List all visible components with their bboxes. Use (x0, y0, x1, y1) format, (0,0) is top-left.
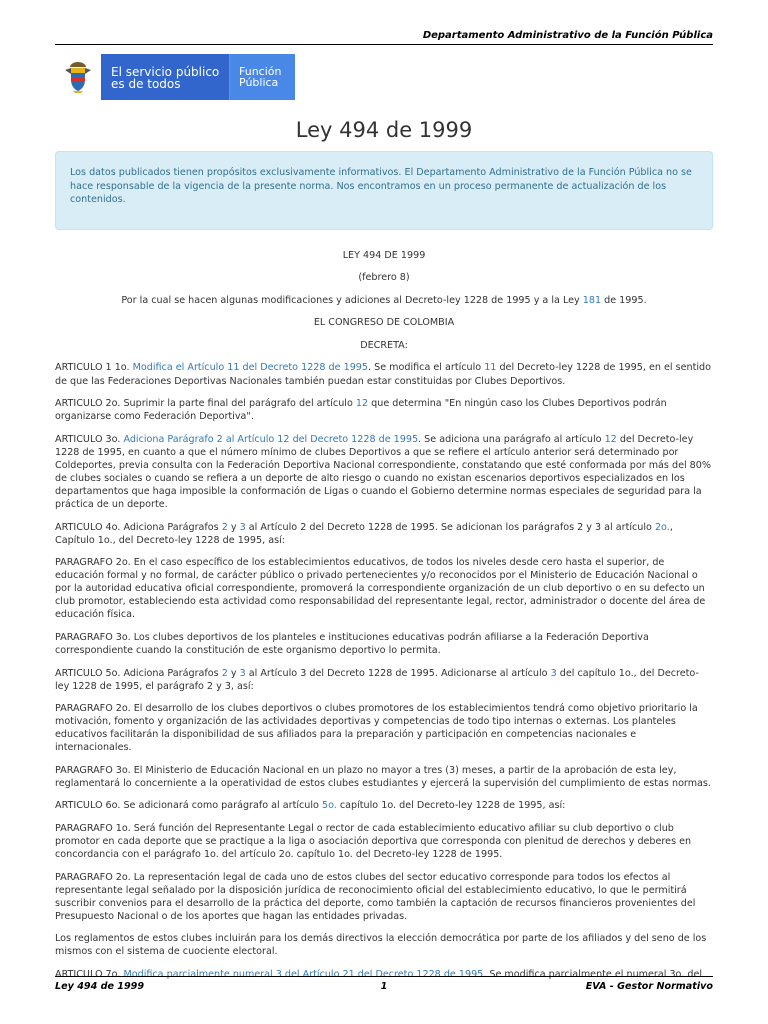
article-3-addition-link[interactable]: Adiciona Parágrafo 2 al Artículo 12 del Decreto 1228 de 1995 (123, 433, 419, 445)
article-5o-link[interactable]: 5o. (321, 800, 337, 812)
page-header (55, 29, 713, 45)
ley-181-link[interactable]: 181 (582, 294, 602, 306)
article-11-link[interactable]: 11 (484, 362, 497, 374)
law-heading: LEY 494 DE 1999 (342, 250, 426, 261)
reglamentos-paragraph: Los reglamentos de estos clubes incluirán para los demás directivos la elección democrática por parte de los afiliados y del seno de los mismos con el sistema de cuociente electoral. (55, 933, 707, 958)
article-5: ARTICULO 5o. Adiciona Parágrafos 2 y 3 al Artículo 3 del Decreto 1228 de 1995. Adicionarse al artículo 3 del capítulo 1o., del Decreto-ley 1228 de 1995, el parágrafo 2 y 3, así: (55, 667, 699, 692)
brand-block (229, 54, 295, 100)
logo (55, 54, 295, 100)
article-3-link[interactable]: 3 (550, 667, 557, 679)
article-2o-link[interactable]: 2o. (654, 521, 670, 533)
slogan-block (101, 54, 229, 100)
article-1: ARTICULO 1 1o. Modifica el Artículo 11 del Decreto 1228 de 1995. Se modifica el artículo 11 del Decreto-ley 1228 de 1995, en el sentido de que las Federaciones Deportivas Nacionales también puedan estar constituidas por Clubes Deportivos. (55, 362, 711, 387)
article-12-link[interactable]: 12 (355, 398, 369, 409)
brand-line-1: Función (239, 65, 282, 78)
paragrafo-6-1: PARAGRAFO 1o. Será función del Representante Legal o rector de cada establecimiento educativo afiliar su club deportivo o club promotor en cada deporte que se practique a la liga o asociación deportiva que corresponda con plenitud de derechos y deberes en concordancia con el parágrafo 1o. del artículo 2o. capítulo 1o. del Decreto-ley 1228 de 1995. (55, 822, 692, 861)
footer-system-name: EVA - Gestor Normativo (585, 981, 713, 992)
article-3: ARTICULO 3o. Adiciona Parágrafo 2 al Artículo 12 del Decreto 1228 de 1995. Se adiciona una parágrafo al artículo 12 del Decreto-ley 1228 de 1995, en cuanto a que el número mínimo de clubes Deportivos a que se refiere el artículo anterior será determinado por Coldeportes, previa consulta con la Federación Deportiva Nacional correspondiente, constatando que esté conformada por más del 80% de clubes sociales o cuando se refiera a un deporte de alto riesgo o cuando no existan escenarios deportivos especializados en los departamentos que haga imposible la conformación de Ligas o cuando el Gobierno determine normas especiales de seguridad para la práctica de un deporte. (55, 433, 712, 511)
document-body (55, 249, 713, 990)
article-4: ARTICULO 4o. Adiciona Parágrafos 2 y 3 al Artículo 2 del Decreto 1228 de 1995. Se adicionan los parágrafos 2 y 3 al artículo 2o., Capítulo 1o., del Decreto-ley 1228 de 1995, así: (55, 521, 673, 546)
article-12-link-2[interactable]: 12 (604, 433, 617, 445)
law-description: Por la cual se hacen algunas modificaciones y adiciones al Decreto-ley 1228 de 1995 y a la Ley 181 de 1995. (121, 294, 647, 306)
paragrafo-2-link[interactable]: 2 (221, 521, 228, 533)
decreta-heading: DECRETA: (360, 339, 408, 351)
info-notice: Los datos publicados tienen propósitos exclusivamente informativos. El Departamento Administrativo de la Función Pública no se hace responsable de la vigencia de la presente norma. Nos encontramos en un proceso permanente de actualización de los contenidos. (55, 151, 713, 230)
slogan-line-1: El servicio público (111, 65, 220, 79)
paragrafo-3-link[interactable]: 3 (239, 521, 246, 533)
coat-of-arms-icon (55, 54, 101, 100)
paragrafo-4-2: PARAGRAFO 2o. En el caso específico de los establecimientos educativos, de todos los niveles desde cero hasta el superior, de educación formal y no formal, de carácter público o privado pertenecientes y/o reconocidos por el Ministerio de Educación Nacional o por la autoridad educativa oficial correspondiente, promoverá la correspondiente organización de un club deportivo o en su defecto un club promotor, estableciendo esta actividad como responsabilidad del representante legal, rector, administrador o docente del área de educación física. (55, 557, 706, 621)
department-name: Departamento Administrativo de la Función Pública (422, 30, 713, 41)
page-title: Ley 494 de 1999 (295, 118, 473, 142)
paragrafo-6-2: PARAGRAFO 2o. La representación legal de cada uno de estos clubes del sector educativo corresponde para todos los efectos al representante legal señalado por la disposición jurídica de reconocimiento oficial del establecimiento educativo, lo que le permitirá suscribir convenios para el desarrollo de la práctica del deporte, como también la captación de recursos financieros provenientes del Presupuesto Nacional o de los aportes que hagan las entidades privadas. (55, 871, 696, 922)
page-number: 1 (380, 981, 388, 992)
paragrafo-5-3: PARAGRAFO 3o. El Ministerio de Educación Nacional en un plazo no mayor a tres (3) meses, a partir de la aprobación de esta ley, reglamentará lo concerniente a la operatividad de estos clubes estudiantes y ejercerá la supervisión del cumplimiento de estas normas. (55, 764, 711, 789)
footer-law-name: Ley 494 de 1999 (55, 981, 144, 992)
article-6: ARTICULO 6o. Se adicionará como parágrafo al artículo 5o. capítulo 1o. del Decreto-ley 1228 de 1995, así: (55, 800, 566, 812)
congress-heading: EL CONGRESO DE COLOMBIA (313, 317, 455, 329)
paragrafo-2-link-2[interactable]: 2 (221, 667, 228, 679)
article-7: ARTICULO 7o. Modifica parcialmente numeral 3 del Artículo 21 del Decreto 1228 de 1995. Se modifica parcialmente el numeral 3o. del (55, 968, 703, 980)
page-footer (55, 976, 713, 994)
article-7-modification-link[interactable]: Modifica parcialmente numeral 3 del Artículo 21 del Decreto 1228 de 1995. (123, 968, 487, 980)
article-1-modification-link[interactable]: Modifica el Artículo 11 del Decreto 1228 de 1995 (132, 362, 369, 374)
paragrafo-3-link-2[interactable]: 3 (239, 667, 246, 679)
paragrafo-5-2: PARAGRAFO 2o. El desarrollo de los clubes deportivos o clubes promotores de los establecimientos tendrá como objetivo prioritario la motivación, fomento y organización de las actividades deportivas y competencias de todo tipo internas o externas. Los planteles educativos facilitarán la disponibilidad de sus afiliados para la preparación y participación en competencias nacionales e internacionales. (55, 703, 698, 754)
law-date: (febrero 8) (358, 272, 410, 284)
article-2: ARTICULO 2o. Suprimir la parte final del parágrafo del artículo 12 que determina "En ningún caso los Clubes Deportivos podrán organizarse como Federación Deportiva". (55, 398, 667, 423)
slogan-line-2: es de todos (111, 77, 181, 91)
paragrafo-4-3: PARAGRAFO 3o. Los clubes deportivos de los planteles e instituciones educativas podrán afiliarse a la Federación Deportiva correspondiente cuando la constitución de este organismo deportivo lo permita. (55, 631, 649, 657)
brand-line-2: Pública (239, 76, 279, 89)
